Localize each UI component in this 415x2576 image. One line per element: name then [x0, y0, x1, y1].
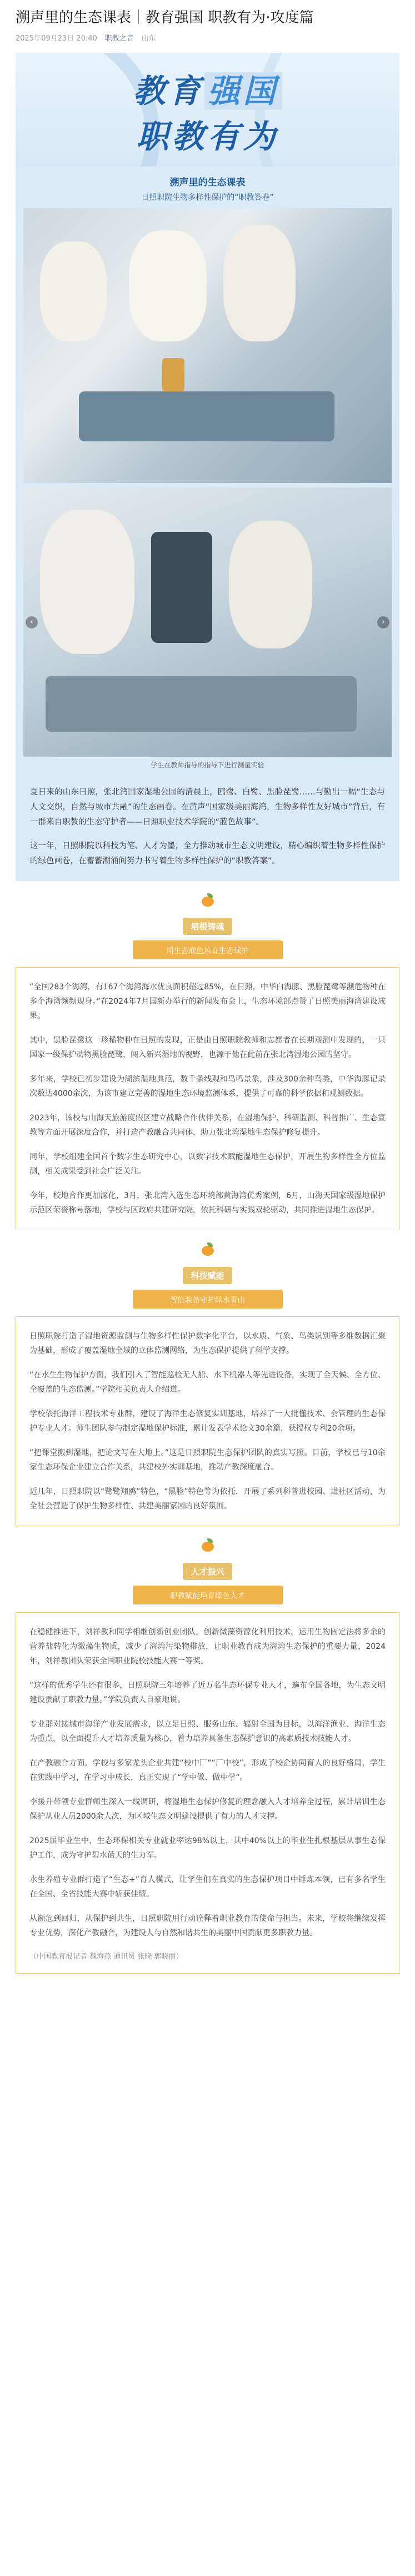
- article-signoff: （中国教育报记者 魏海燕 通讯员 张晓 郭晓丽）: [29, 1953, 183, 1961]
- section-2-paragraph: “在水生生物保护方面，我们引入了智能巡检无人船、水下机器人等先进设备，实现了全天候、全方位、全覆盖的生态监测。”学院相关负责人介绍道。: [29, 1371, 386, 1394]
- banner-line-1: [16, 65, 399, 112]
- section-3-paragraph: 水生养殖专业群打造了“生态+”育人模式，让学生们在真实的生态保护项目中锤炼本领，已有多名学生在全国、全省技能大赛中斩获佳绩。: [29, 1875, 386, 1899]
- section-1-paragraph: “全国283个海湾，有167个海湾海水优良面积超过85%，在日照，中华白海豚、黑脸琵鹭等濒危物种在多个海湾频频现身。”在2024年7月国新办举行的新闻发布会上，生态环境部点赞了日照美丽海湾建设成果。: [29, 983, 386, 1020]
- lab-photo-1[interactable]: [23, 208, 392, 483]
- section-1-paragraph: 其中，黑脸琵鹭这一珍稀物种在日照的发现，正是由日照职院教师和志愿者在长期观测中发现的，一只国家一级保护动物黑脸琵鹭，闯入新兴湿地的视野，也源于他在此前在张北湾湿地公园的坚守。: [29, 1036, 386, 1059]
- banner-line-1-pre: 教育: [133, 72, 204, 110]
- section-3-subtag: 职教赋能培育绿色人才: [133, 1586, 283, 1604]
- photo-gallery: [16, 208, 399, 782]
- section-3-paragraph: 2025届毕业生中，生态环保相关专业就业率达98%以上，其中40%以上的毕业生扎根基层从事生态保护工作，成为守护碧水蓝天的生力军。: [29, 1837, 386, 1860]
- photo-flask: [162, 358, 184, 391]
- section-2-tag: 科技赋能: [183, 1267, 232, 1284]
- banner-line-2: 职教有为: [136, 118, 279, 155]
- section-2-paragraph: 学校依托海洋工程技术专业群，建设了海洋生态修复实训基地，培养了一大批懂技术、会管理的生态保护专业人才。师生团队参与制定湿地保护标准，累计发表学术论文30余篇，获授权专利20余项。: [29, 1410, 386, 1433]
- section-3-tag: 人才振兴: [183, 1563, 232, 1580]
- section-2-paragraph: “把课堂搬到湿地，把论文写在大地上。”这是日照职院生态保护团队的真实写照。目前，学校已与10余家生态环保企业建立合作关系，共建校外实训基地，推动产教深度融合。: [29, 1448, 386, 1472]
- lead-heading: [16, 167, 399, 208]
- photo-caption: 学生在教师指导的指导下进行测量实验: [151, 761, 264, 769]
- section-divider: [0, 1526, 415, 1558]
- section-1-tag: 培根铸魂: [183, 918, 232, 935]
- orange-fruit-icon: [199, 1538, 216, 1552]
- section-2-paragraph: 近几年，日照职院以“鹭鹭翔鸥”特色，“黑脸”特色等为依托，开展了系列科普进校园、进社区活动，为全社会营造了保护生物多样性、共建美丽家园的良好氛围。: [29, 1487, 386, 1511]
- section-1-paragraph: 今年，校地合作更加深化，3月，张北湾入选生态环境部黄海湾优秀案例，6月，山海天国家级湿地保护示范区荣誉称号落地，学校与区政府共建研究院，依托科研与实践双轮驱动，共同推进湿地生态保护。: [29, 1191, 386, 1215]
- section-3-body: [16, 1612, 399, 1974]
- section-2-paragraph: 日照职院打造了湿地资源监测与生物多样性保护数字化平台，以水质、气象、鸟类识别等多维数据汇聚为基础，形成了覆盖湿地全域的立体监测网络，为生态保护提供了科学支撑。: [29, 1332, 386, 1355]
- orange-fruit-icon: [199, 893, 216, 907]
- banner-image: [16, 53, 399, 167]
- lab-photo-2[interactable]: [23, 487, 392, 757]
- section-3-paragraph: 从濒危到回归，从保护到共生，日照职院用行动诠释着职业教育的使命与担当。未来，学校将继续发挥专业优势，深化产教融合，为建设人与自然和谐共生的美丽中国贡献更多职教力量。: [29, 1914, 386, 1938]
- section-2-body: [16, 1316, 399, 1526]
- lead-title: 溯声里的生态课表: [169, 177, 246, 188]
- intro-paragraph: 夏日来的山东日照，张北湾国家湿地公园的清晨上，鸥鹭、白鹭、黑脸琵鹭……与勤出一幅“生态与人文交织，自然与城市共融”的生态画卷。在黄声“国家级美丽海湾，生物多样性友好城市”背后，有一群来自职教的生态守护者——日照职业技术学院的“蓝色故事”。: [30, 788, 385, 827]
- section-2-heading: [0, 1267, 415, 1309]
- section-1-paragraph: 多年来，学校已初步建设为湖滨湿地典范，数千条线观和鸟鸣景象，涉及300余种鸟类，中华海豚记录次数达4000余次，为该市建立完善的湿地生态环境监测体系，提供了可靠的科学依据和观测数据。: [29, 1075, 386, 1098]
- section-1-body: [16, 967, 399, 1230]
- section-3-paragraph: 在稳健推进下，刘祥教和同学相继创新创业团队，创新微藻资源化利用技术，运用生物固定法将多余的营养盐转化为微藻生物质，减少了海湾污染物排放，让职业教育成为海湾生态保护的重要力量，2024年，刘祥教团队荣获全国职业院校技能大赛一等奖。: [29, 1628, 386, 1666]
- section-3-paragraph: 专业群对接城市海洋产业发展需求，以立足日照、服务山东、辐射全国为目标，以海洋渔业、海洋生态为重点，以全面提升人才培养质量为核心，着力培养具备生态保护意识的高素质技术技能人才。: [29, 1720, 386, 1743]
- section-1-paragraph: 2023年，该校与山海天旅游度假区建立战略合作伙伴关系，在湿地保护、科研监测、科普推广、生态宣教等方面开展深度合作，并打造产教融合共同体，助力张北湾湿地生态保护修复提升。: [29, 1114, 386, 1137]
- photo-figure: [40, 242, 107, 341]
- article-title: 溯声里的生态课表｜教育强国 职教有为·攻度篇: [16, 9, 314, 26]
- section-3-paragraph: “这样的优秀学生还有很多，日照职院三年培养了近万名生态环保专业人才，遍布全国各地，为生态文明建设贡献了职教力量。”学院负责人自豪地说。: [29, 1681, 386, 1704]
- article-header: [0, 0, 415, 48]
- article-meta: [16, 32, 399, 43]
- intro-text: [16, 782, 399, 881]
- photo-figure: [40, 510, 134, 654]
- section-3-paragraph: 在产教融合方面，学校与多家龙头企业共建“校中厂”“厂中校”，形成了校企协同育人的良好格局，学生在实践中学习，在学习中成长，真正实现了“学中做、做中学”。: [29, 1759, 386, 1782]
- photo-microscope: [151, 532, 212, 643]
- lead-subtitle: 日照职院生物多样性保护的“职教答卷”: [141, 193, 274, 202]
- section-divider: [0, 1230, 415, 1262]
- section-1-paragraph: 同年，学校组建全国首个数字生态研究中心，以数字技术赋能湿地生态保护，开展生物多样性全方位监测，相关成果受到社会广泛关注。: [29, 1153, 386, 1176]
- publish-location: 山东: [141, 34, 156, 43]
- section-1-heading: [0, 918, 415, 959]
- account-name-link[interactable]: 职教之音: [104, 34, 134, 43]
- photo-bench: [46, 676, 357, 732]
- photo-figure: [223, 225, 296, 341]
- photo-figure: [229, 521, 312, 648]
- section-divider: [0, 881, 415, 913]
- intro-paragraph: 这一年，日照职院以科技为笔、人才为墨，全力推动城市生态文明建设，精心编织着生物多样性保护的绿色画卷，在蓄蓄潮涌间努力书写着生物多样性保护的“职教答案”。: [30, 842, 385, 866]
- photo-bench: [79, 391, 334, 441]
- feature-block: [16, 53, 399, 881]
- section-3-heading: [0, 1563, 415, 1604]
- section-2-subtag: 智能装备守护绿水青山: [133, 1290, 283, 1309]
- photo-figure: [129, 230, 207, 341]
- publish-date: 2025年09月23日 20:40: [16, 34, 97, 43]
- section-1-subtag: 用生态底色培育生态保护: [133, 940, 283, 959]
- banner-line-1-highlight: 强国: [204, 72, 282, 110]
- gallery-prev-arrow-icon[interactable]: ‹: [26, 616, 38, 628]
- section-3-paragraph: 李援升带领专业群师生深入一线调研，将湿地生态保护修复的理念融入人才培养全过程，累计培训生态保护从业人员2000余人次，为区域生态文明建设提供了有力的人才支撑。: [29, 1798, 386, 1821]
- gallery-next-arrow-icon[interactable]: ›: [377, 616, 389, 628]
- orange-fruit-icon: [199, 1242, 216, 1256]
